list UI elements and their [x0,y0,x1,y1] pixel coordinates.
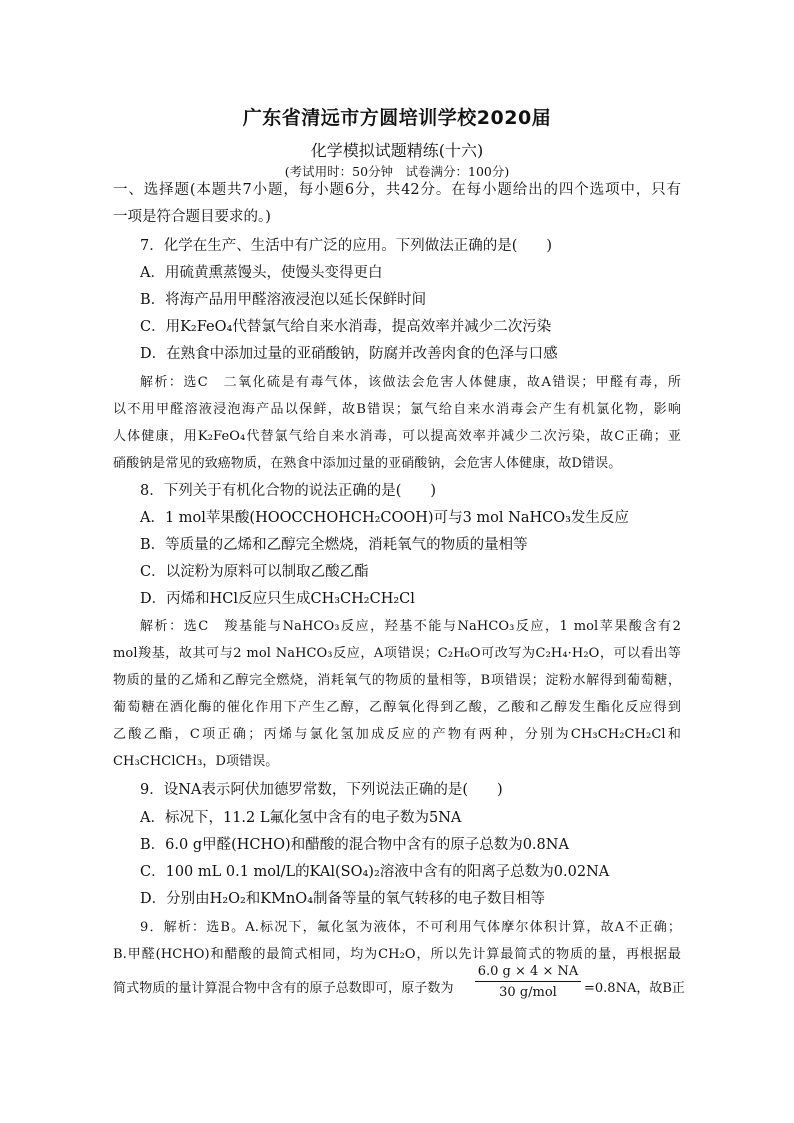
question-8-explanation-cont: mol羧基，故其可与2 mol NaHCO₃反应，A项错误；C₂H₆O可改写为C₂H₄·H₂O，可以看出等 [113,646,681,661]
question-9-explanation: 9．解析：选B。A.标况下，氟化氢为液体，不可利用气体摩尔体积计算，故A不正确； [140,920,681,935]
question-7-explanation: 解析：选C 二氧化硫是有毒气体，该做法会危害人体健康，故A错误；甲醛有毒，所 [140,375,681,390]
page-subtitle: 化学模拟试题精练(十六) [310,141,484,160]
question-7-explanation-cont: 人体健康，用K₂FeO₄代替氯气给自来水消毒，可以提高效率并减少二次污染，故C正确；亚 [113,429,681,444]
question-7-option-d: D．在熟食中添加过量的亚硝酸钠，防腐并改善肉食的色泽与口感 [140,346,558,362]
question-8-option-c: C．以淀粉为原料可以制取乙酸乙酯 [140,564,369,580]
question-8-explanation-cont: 物质的量的乙烯和乙醇完全燃烧，消耗氧气的物质的量相等，B项错误；淀粉水解得到葡萄糖， [113,673,681,688]
question-7-explanation-cont: 硝酸钠是常见的致癌物质，在熟食中添加过量的亚硝酸钠，会危害人体健康，故D错误。 [113,456,622,471]
question-8-explanation-cont: 乙酸乙酯，C项正确；丙烯与氯化氢加成反应的产物有两种，分别为CH₃CH₂CH₂Cl和 [113,727,681,742]
exam-meta: (考试用时：50分钟 试卷满分：100分) [284,164,510,179]
fraction-denominator: 30 g/mol [499,985,557,1000]
question-7-option-a: A．用硫黄熏蒸馒头，使馒头变得更白 [140,265,383,281]
page-title: 广东省清远市方圆培训学校2020届 [242,107,552,129]
question-9-option-b: B．6.0 g甲醛(HCHO)和醋酸的混合物中含有的原子总数为0.8NA [140,837,569,853]
fraction-numerator: 6.0 g × 4 × NA [475,964,581,982]
section-heading: 一、选择题(本题共7小题，每小题6分，共42分。在每小题给出的四个选项中，只有 [113,182,681,198]
question-8-option-a: A．1 mol苹果酸(HOOCCHOHCH₂COOH)可与3 mol NaHCO₃发生反应 [140,510,629,526]
question-8-option-b: B．等质量的乙烯和乙醇完全燃烧，消耗氧气的物质的量相等 [140,537,528,553]
question-7-stem: 7．化学在生产、生活中有广泛的应用。下列做法正确的是( ) [140,238,553,254]
question-7-option-b: B．将海产品用甲醛溶液浸泡以延长保鲜时间 [140,292,427,308]
question-9-option-c: C．100 mL 0.1 mol/L的KAl(SO₄)₂溶液中含有的阳离子总数为0.02NA [140,864,610,880]
question-9-explanation-cont: 简式物质的量计算混合物中含有的原子总数即可，原子数为 [113,981,454,996]
question-9-option-a: A．标况下，11.2 L氟化氢中含有的电子数为5NA [140,810,462,826]
atom-count-fraction [475,964,581,1000]
fraction-result: =0.8NA，故B正 [584,981,685,996]
question-9-explanation-cont: B.甲醛(HCHO)和醋酸的最简式相同，均为CH₂O，所以先计算最简式的物质的量，再根据最 [113,947,681,962]
question-8-explanation-cont: 葡萄糖在酒化酶的催化作用下产生乙醇，乙醇氧化得到乙酸，乙酸和乙醇发生酯化反应得到 [113,700,681,715]
question-8-option-d: D．丙烯和HCl反应只生成CH₃CH₂CH₂Cl [140,591,415,607]
question-9-option-d: D．分别由H₂O₂和KMnO₄制备等量的氧气转移的电子数目相等 [140,891,545,907]
question-8-explanation: 解析：选C 羧基能与NaHCO₃反应，羟基不能与NaHCO₃反应，1 mol苹果酸含有2 [140,619,681,634]
question-8-explanation-cont: CH₃CHClCH₃，D项错误。 [113,754,279,769]
question-9-stem: 9．设NA表示阿伏加德罗常数，下列说法正确的是( ) [140,782,503,798]
question-7-explanation-cont: 以不用甲醛溶液浸泡海产品以保鲜，故B错误；氯气给自来水消毒会产生有机氯化物，影响 [113,402,681,417]
section-heading-cont: 一项是符合题目要求的。) [113,209,271,225]
question-8-stem: 8．下列关于有机化合物的说法正确的是( ) [140,483,437,499]
question-7-option-c: C．用K₂FeO₄代替氯气给自来水消毒，提高效率并减少二次污染 [140,319,552,335]
